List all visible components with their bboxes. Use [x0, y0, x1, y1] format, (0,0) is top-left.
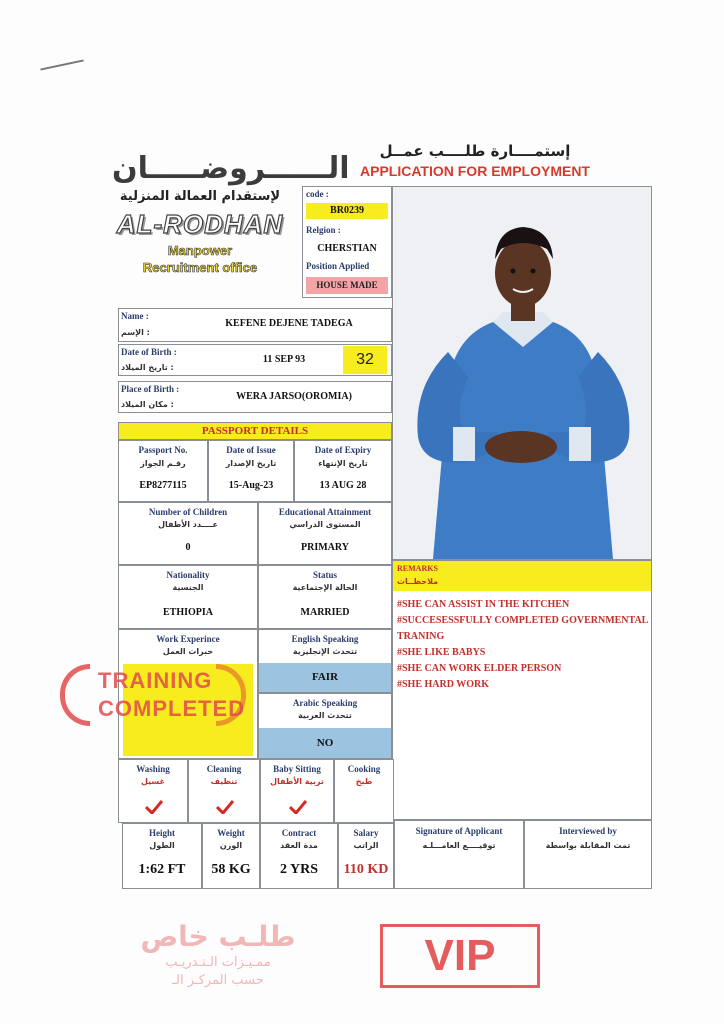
weight-label-ar: الوزن [219, 841, 243, 850]
babysitting-cell [260, 759, 334, 823]
babysitting-label: Baby Sitting [273, 764, 321, 774]
pob-value: WERA JARSO(OROMIA) [236, 391, 352, 402]
salary-cell [338, 823, 394, 889]
dob-row [118, 344, 392, 376]
children-cell [118, 502, 258, 565]
religion-value: CHERSTIAN [317, 243, 377, 254]
contract-value: 2 YRS [280, 862, 318, 877]
education-label-ar: المستوى الدراسي [289, 520, 361, 529]
position-value: HOUSE MADE [306, 277, 388, 294]
passport-number-value: EP8277115 [139, 480, 187, 491]
training-text-line2: COMPLETED [98, 696, 246, 721]
agency-name-en: AL-RODHAN [116, 209, 284, 239]
contract-cell [260, 823, 338, 889]
form-title [350, 140, 600, 180]
name-label: Name : [121, 311, 149, 321]
education-label: Educational Attainment [278, 507, 372, 517]
pob-label: Place of Birth : [121, 384, 180, 394]
remark-line: TRANING [397, 631, 445, 642]
pen-mark [40, 59, 83, 70]
interviewer-label-ar: تمت المقابلة بواسطة [545, 841, 631, 850]
religion-label: Relgion : [306, 225, 341, 235]
interviewer-cell [524, 820, 652, 889]
height-value: 1:62 FT [138, 862, 186, 877]
status-label: Status [312, 570, 337, 580]
passport-issue-label-ar: تاريخ الإصدار [225, 459, 277, 468]
position-label: Position Applied [306, 261, 370, 271]
age-value: 32 [343, 346, 387, 374]
education-value: PRIMARY [301, 542, 349, 553]
washing-label-ar: غسيل [140, 777, 165, 786]
remark-line: #SHE CAN WORK ELDER PERSON [397, 663, 562, 674]
special-stamp-title: طلـب خاص [140, 920, 296, 953]
english-value: FAIR [259, 663, 391, 692]
training-completed-stamp [60, 660, 246, 730]
dob-value: 11 SEP 93 [262, 354, 306, 365]
agency-subtitle-ar: لإستقدام العمالة المنزلية [119, 189, 281, 204]
name-label-ar: الإسم : [121, 328, 150, 337]
washing-label: Washing [136, 764, 170, 774]
interviewer-label: Interviewed by [559, 826, 617, 836]
agency-tagline-1: Manpower [167, 243, 233, 258]
passport-expiry-value: 13 AUG 28 [319, 480, 367, 491]
passport-number-cell [118, 440, 208, 502]
status-cell [258, 565, 392, 629]
weight-label: Weight [217, 828, 245, 838]
cooking-label: Cooking [347, 764, 381, 774]
remarks-box [392, 560, 652, 820]
applicant-signature-label: Signature of Applicant [415, 826, 503, 836]
dob-label-ar: تاريخ الميلاد : [121, 363, 174, 372]
applicant-photo-illustration [393, 187, 651, 559]
remarks-title: REMARKS [397, 564, 438, 573]
arabic-cell [258, 693, 392, 759]
applicant-signature-cell [394, 820, 524, 889]
height-label: Height [149, 828, 175, 838]
cleaning-label: Cleaning [206, 764, 242, 774]
applicant-photo [392, 186, 652, 560]
vip-stamp: VIP [380, 924, 540, 988]
status-value: MARRIED [300, 607, 350, 618]
contract-label-ar: مدة العقد [280, 841, 318, 850]
passport-header: PASSPORT DETAILS [118, 422, 392, 440]
children-label-ar: عــــدد الأطفال [158, 520, 218, 529]
passport-number-label-ar: رقـم الجواز [140, 459, 186, 468]
code-value: BR0239 [306, 203, 388, 219]
passport-expiry-cell [294, 440, 392, 502]
work-experience-label-ar: خبرات العمل [162, 647, 214, 656]
remarks-header [393, 561, 651, 591]
nationality-value: ETHIOPIA [162, 607, 213, 618]
salary-label: Salary [353, 828, 379, 838]
english-cell [258, 629, 392, 693]
form-title-ar: إستمــــارة طلــــب عمــل [379, 142, 571, 160]
special-request-stamp [118, 920, 318, 990]
nationality-label-ar: الجنسية [172, 583, 204, 592]
cleaning-check-icon [216, 800, 234, 814]
passport-expiry-label: Date of Expiry [314, 445, 372, 455]
passport-expiry-label-ar: تاريخ الإنتهاء [318, 459, 368, 468]
stamp-left-arc [60, 664, 90, 726]
children-label: Number of Children [148, 507, 228, 517]
arabic-value: NO [259, 728, 391, 758]
name-value: KEFENE DEJENE TADEGA [225, 318, 353, 329]
arabic-label: Arabic Speaking [292, 698, 358, 708]
weight-value: 58 KG [211, 862, 251, 877]
agency-name-ar: الــــــروضـــــان [112, 151, 350, 186]
height-label-ar: الطول [149, 841, 175, 850]
washing-cell [118, 759, 188, 823]
remark-line: #SUCCESESSFULLY COMPLETED GOVERNMENTAL [397, 615, 649, 626]
special-stamp-line3: حسب المركـز الـ [172, 973, 264, 988]
education-cell [258, 502, 392, 565]
cleaning-label-ar: تنظيف [210, 777, 238, 786]
code-label: code : [306, 189, 329, 199]
contract-label: Contract [281, 828, 317, 838]
babysitting-label-ar: تربية الأطفال [270, 777, 324, 786]
form-title-en: APPLICATION FOR EMPLOYMENT [360, 163, 590, 179]
salary-value: 110 KD [343, 862, 389, 877]
english-label-ar: تتحدث الإنجليزية [292, 647, 358, 656]
cleaning-cell [188, 759, 260, 823]
work-experience-label: Work Experince [156, 634, 220, 644]
pob-row [118, 381, 392, 413]
nationality-label: Nationality [166, 570, 210, 580]
passport-issue-label: Date of Issue [226, 445, 276, 455]
code-box [302, 186, 392, 298]
name-row [118, 308, 392, 342]
height-cell [122, 823, 202, 889]
weight-cell [202, 823, 260, 889]
arabic-label-ar: تتحدث العربية [298, 711, 352, 720]
passport-issue-value: 15-Aug-23 [228, 480, 274, 491]
english-label: English Speaking [291, 634, 359, 644]
agency-tagline-2: Recruitment office [142, 260, 258, 275]
children-value: 0 [185, 542, 191, 553]
nationality-cell [118, 565, 258, 629]
remarks-list [397, 597, 649, 693]
cooking-cell [334, 759, 394, 823]
remark-line: #SHE HARD WORK [397, 679, 490, 690]
pob-label-ar: مكان الميلاد : [121, 400, 174, 409]
passport-number-label: Passport No. [138, 445, 188, 455]
special-stamp-line2: ممـيـزات الـتـدريـب [165, 955, 271, 970]
remark-line: #SHE CAN ASSIST IN THE KITCHEN [397, 599, 570, 610]
training-text-line1: TRAINING [98, 668, 213, 693]
remarks-title-ar: ملاحظــات [397, 577, 439, 586]
salary-label-ar: الراتب [353, 841, 379, 850]
washing-check-icon [145, 800, 163, 814]
babysitting-check-icon [289, 800, 307, 814]
status-label-ar: الحالة الإجتماعية [292, 583, 358, 592]
passport-issue-cell [208, 440, 294, 502]
cooking-label-ar: طبخ [355, 777, 373, 786]
remark-line: #SHE LIKE BABYS [397, 647, 486, 658]
applicant-signature-label-ar: توقيــــع العامـــلـه [422, 841, 496, 850]
dob-label: Date of Birth : [121, 347, 177, 357]
